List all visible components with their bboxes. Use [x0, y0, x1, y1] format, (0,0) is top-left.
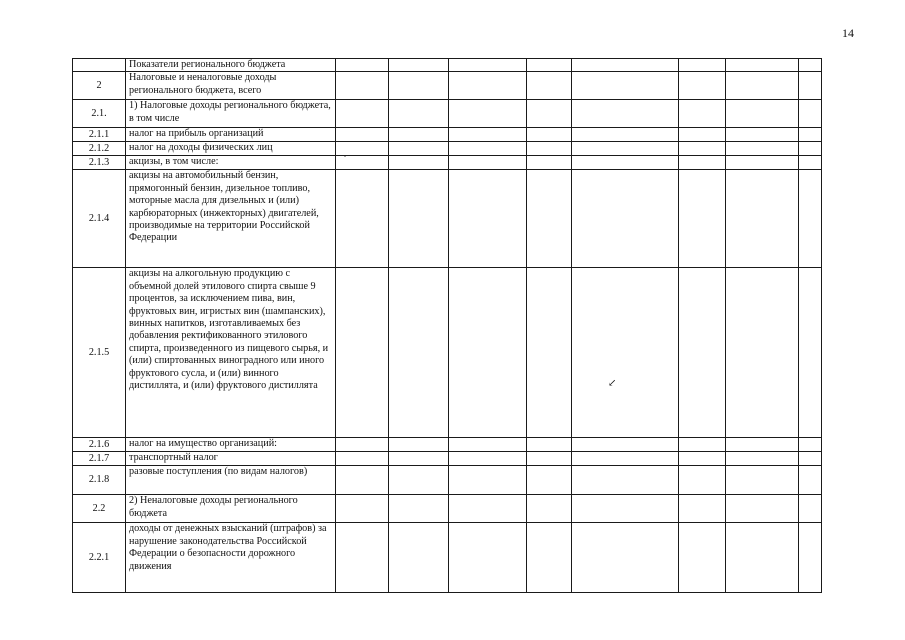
row-text: акцизы, в том числе: [126, 156, 336, 170]
row-text: налог на прибыль организаций [126, 128, 336, 142]
table-row [73, 438, 822, 452]
row-code: 2.1.5 [73, 268, 126, 438]
row-text: налог на доходы физических лиц [126, 142, 336, 156]
row-code: 2.1.3 [73, 156, 126, 170]
table-row [73, 170, 822, 268]
page-number: 14 [842, 26, 854, 40]
row-code: 2.1.7 [73, 452, 126, 466]
scan-speck: . [344, 150, 346, 159]
table-row [73, 142, 822, 156]
table-row [73, 466, 822, 495]
header-cell: Показатели регионального бюджета [126, 59, 336, 72]
table-row [73, 156, 822, 170]
row-text: транспортный налог [126, 452, 336, 466]
row-text: акцизы на автомобильный бензин, прямогонный бензин, дизельное топливо, моторные масла для дизельных и (или) карбюраторных (инжекторных) двигателей, производимые на территории Российской Федерации [126, 170, 336, 268]
row-code: 2.1.1 [73, 128, 126, 142]
row-text: акцизы на алкогольную продукцию с объемной долей этилового спирта свыше 9 процентов, за исключением пива, вин, фруктовых вин, игристых вин (шампанских), винных напитков, изготавливаемых без добавления ректификованного этилового спирта, произведенного из пищевого сырья, и (или) спиртованных виноградного или иного фруктового сусла, и (или) винного дистиллята, и (или) фруктового дистиллята [126, 268, 336, 438]
row-text: разовые поступления (по видам налогов) [126, 466, 336, 495]
row-code: 2.1.8 [73, 466, 126, 495]
table-row [73, 268, 822, 438]
row-code: 2.1.6 [73, 438, 126, 452]
table-row [73, 72, 822, 100]
row-code: 2.1.2 [73, 142, 126, 156]
row-text: 2) Неналоговые доходы регионального бюджета [126, 495, 336, 523]
table-row [73, 452, 822, 466]
row-code: 2.2 [73, 495, 126, 523]
row-code: 2.1.4 [73, 170, 126, 268]
row-code: 2.1. [73, 100, 126, 128]
table-header-row [73, 59, 822, 72]
row-code: 2 [73, 72, 126, 100]
scan-mark: ↙ [608, 378, 617, 389]
budget-indicators-table [72, 58, 822, 593]
table-row [73, 128, 822, 142]
row-text: 1) Налоговые доходы регионального бюджета, в том числе [126, 100, 336, 128]
table-row [73, 523, 822, 593]
table-row [73, 495, 822, 523]
row-text: Налоговые и неналоговые доходы регионального бюджета, всего [126, 72, 336, 100]
row-text: налог на имущество организаций: [126, 438, 336, 452]
table-row [73, 100, 822, 128]
row-code: 2.2.1 [73, 523, 126, 593]
row-text: доходы от денежных взысканий (штрафов) за нарушение законодательства Российской Федерации о безопасности дорожного движения [126, 523, 336, 593]
